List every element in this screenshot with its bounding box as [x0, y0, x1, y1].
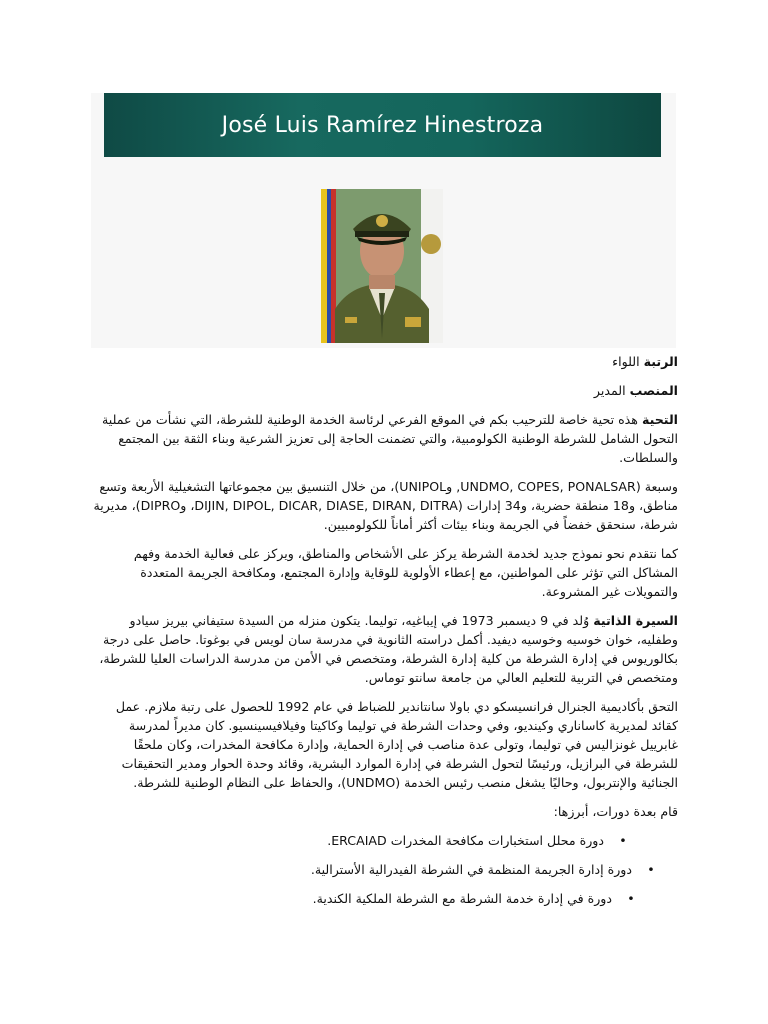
career-paragraph: التحق بأكاديمية الجنرال فرانسيسكو دي باولا سانتاندير للضباط في عام 1992 للحصول على رتبة ملازم. عمل كقائد لمديرية كاساناري وكينديو، وفي وحدات الشرطة في توليما وكاكيتا وفيلافيسينسيو. كان مديراً لمدرسة غابرييل غونزاليس في توليما، وتولى عدة مناصب في إدارة الحماية، وإدارة مكافحة المخدرات، وكان ملحقًا للشرطة في البرازيل، ورئيسًا لتحول الشرطة في إدارة الموارد البشرية، وقائد وحدة الحوار ومدير التحقيقات الجنائية والإنتربول، وحاليًا يشغل منصب رئيس الخدمة (UNDMO)، والحفاظ على النظام الوطنية للشرطة.	[115, 699, 678, 790]
bullet-icon: •	[619, 833, 627, 848]
bullet-icon: •	[647, 862, 655, 877]
rank-label: الرتبة	[643, 354, 678, 369]
bio-text: وُلد في 9 ديسمبر 1973 في إيباغيه، توليما. يتكون منزله من السيدة ستيفاني بيريز سيادو وطفليه، خوان خوسيه وخوسيه ديفيد. أكمل دراسته الثانوية في مدرسة سان لويس في بوغوتا. حاصل على درجة بكالوريوس في إدارة الشرطة من كلية إدارة الشرطة، ومتخصص في الأمن من مدرسة الدراسات العليا للشرطة، ومتخصص في التربية للتعليم العالي من جامعة سانتو توماس.	[99, 613, 678, 685]
article-body	[88, 352, 678, 918]
course-text: دورة في إدارة خدمة الشرطة مع الشرطة الملكية الكندية.	[312, 891, 612, 906]
bullet-icon: •	[627, 891, 635, 906]
director-portrait	[321, 189, 443, 343]
page-title: José Luis Ramírez Hinestroza	[221, 112, 544, 138]
header-panel	[91, 93, 676, 348]
position-label: المنصب	[629, 383, 678, 398]
rank-value: اللواء	[612, 354, 640, 369]
greeting-label: التحية	[641, 412, 678, 427]
list-item	[88, 889, 678, 908]
greeting-paragraph	[88, 410, 678, 467]
course-text: دورة محلل استخبارات مكافحة المخدرات ERCAIAD.	[327, 833, 604, 848]
list-item	[88, 831, 678, 850]
structure-paragraph: وسبعة (UNDMO, COPES, PONALSAR, وUNIPOL)، من خلال التنسيق بين مجموعاتها التشغيلية الأربعة وتسع مناطق، و18 منطقة حضرية، و34 إدارات (DIJIN, DIPOL, DICAR, DIASE, DIRAN, DITRA، وDIPRO)، مديرية شرطة، سنحقق خفضاً في الجريمة وبناء بيئات أكثر أماناً للكولومبيين.	[93, 479, 678, 532]
bio-label: السيرة الذاتية	[593, 613, 678, 628]
service-model-paragraph: كما نتقدم نحو نموذج جديد لخدمة الشرطة يركز على الأشخاص والمناطق، ويركز على فعالية الخدمة وفهم المشاكل التي تؤثر على المواطنين، مع إعطاء الأولوية للوقاية وإدارة المجتمع، ومكافحة الجريمة المتعددة والتمويلات غير المشروعة.	[133, 546, 678, 599]
bio-paragraph	[88, 611, 678, 687]
course-text: دورة إدارة الجريمة المنظمة في الشرطة الفيدرالية الأسترالية.	[310, 862, 632, 877]
greeting-text: هذه تحية خاصة للترحيب بكم في الموقع الفرعي لرئاسة الخدمة الوطنية للشرطة، التي نشأت من عملية التحول الشامل للشرطة الوطنية الكولومبية، والتي تضمنت الحاجة إلى تعزيز الشرعية وبناء الثقة بين المجتمع والسلطات.	[102, 412, 678, 465]
rank-line	[88, 352, 678, 371]
courses-intro: قام بعدة دورات، أبرزها:	[553, 804, 678, 819]
position-line	[88, 381, 678, 400]
list-item	[88, 860, 678, 879]
title-banner	[104, 93, 661, 157]
position-value: المدير	[593, 383, 626, 398]
courses-list	[88, 831, 678, 908]
